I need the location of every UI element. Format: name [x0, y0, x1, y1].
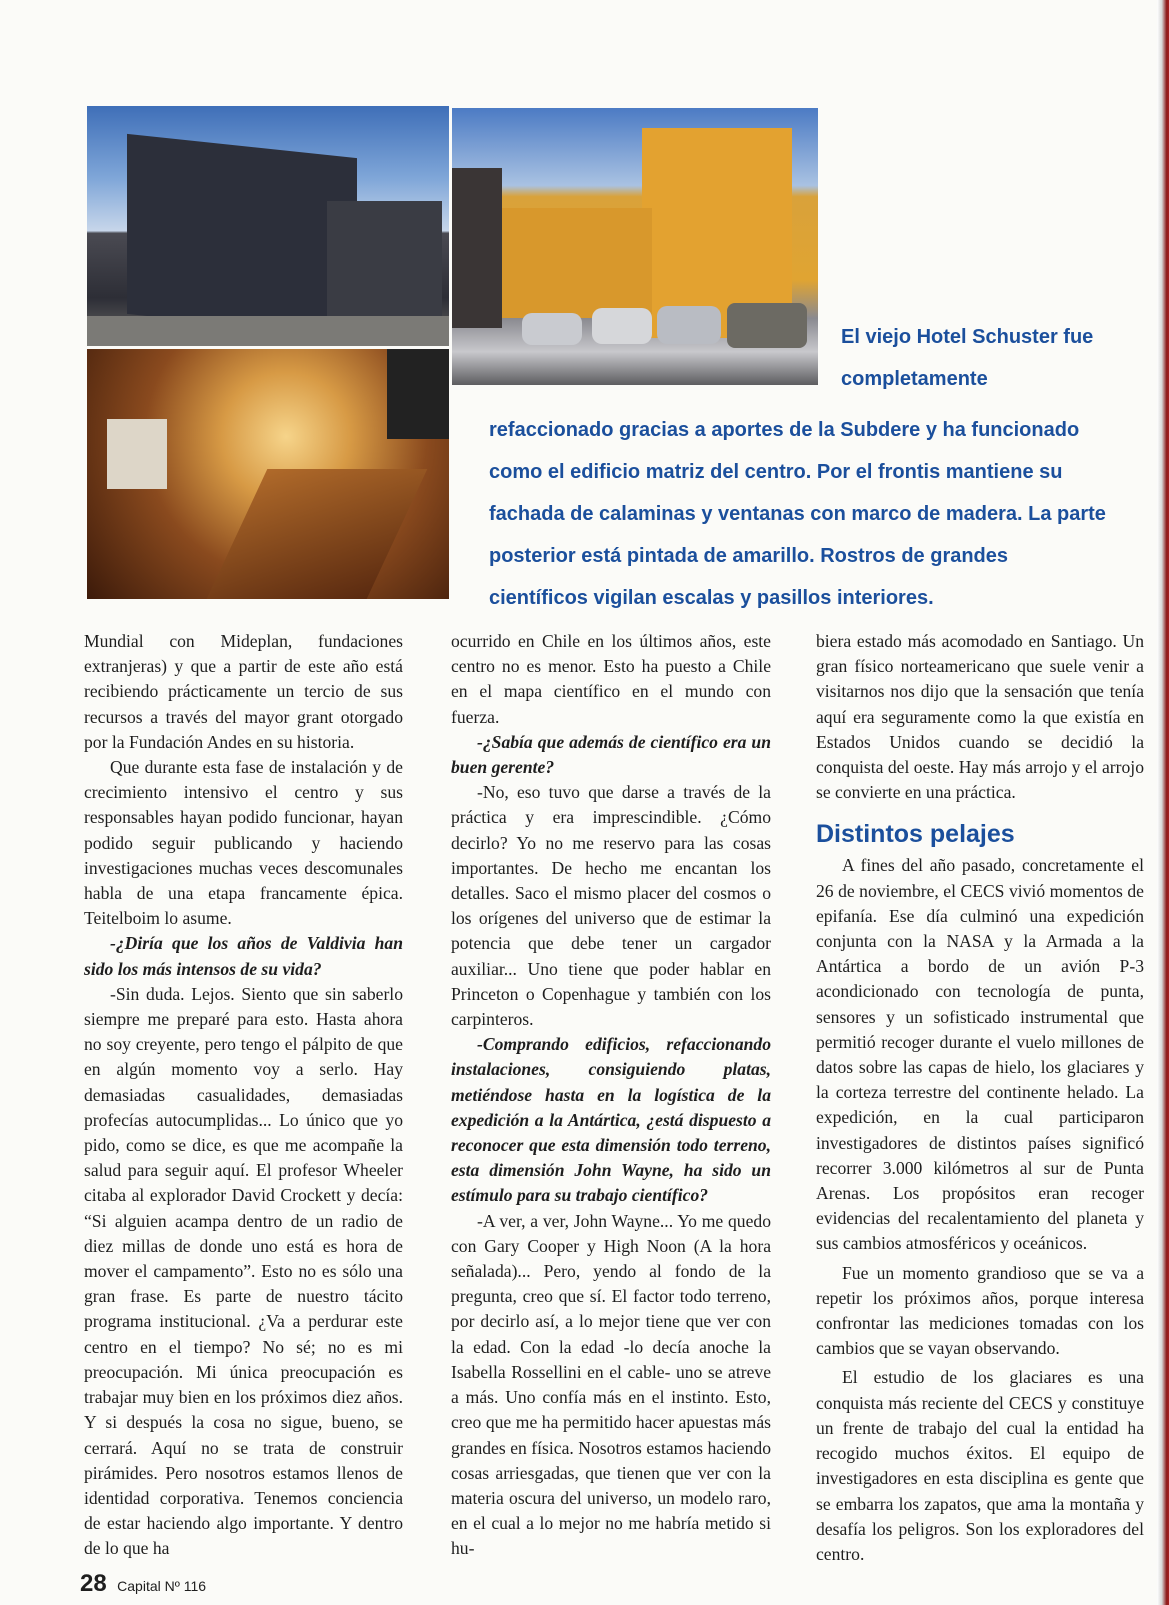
- photo-hotel-facade: [87, 106, 449, 346]
- photo-caption-line-1: El viejo Hotel Schuster fue: [841, 326, 1094, 348]
- paragraph: -Sin duda. Lejos. Siento que sin saberlo siempre me preparé para esto. Hasta ahora no soy creyente, pero tengo el pálpito de que en algún momento voy a serlo. Hay demasiadas casualidades, demasiadas profecías autocumplidas... Lo único que yo pido, como se dice, es que me acompañe la salud para seguir aquí. El profesor Wheeler citaba al explorador David Crockett y decía: “Si alguien acampa dentro de un radio de diez millas de donde uno está es hora de mover el campamento”. Esto no es sólo una gran frase. Es parte de nuestro tácito programa institucional. ¿Va a perdurar este centro en el tiempo? No sé; no es mi preocupación. Mi única preocupación es trabajar muy bien en los próximos diez años. Y si después la cosa no sigue, bueno, se cerrará. Aquí no se trata de construir pirámides. Pero nosotros estamos llenos de identidad corporativa. Tenemos conciencia de estar haciendo algo importante. Y dentro de lo que ha: [84, 983, 403, 1559]
- paragraph: Mundial con Mideplan, fundaciones extranjeras) y que a partir de este año está recibiendo prácticamente un tercio de sus recursos a través del mayor grant otorgado por la Fundación Andes en su historia.: [84, 631, 403, 752]
- paragraph: ocurrido en Chile en los últimos años, este centro no es menor. Esto ha puesto a Chile en el mapa científico en el mundo con fuerza.: [451, 631, 771, 727]
- text-column-2: [451, 629, 771, 1562]
- interview-question: -¿Diría que los años de Valdivia han sido los más intensos de su vida?: [84, 933, 403, 979]
- magazine-issue: Capital Nº 116: [117, 1578, 207, 1594]
- paragraph: -No, eso tuvo que darse a través de la práctica y era imprescindible. ¿Cómo decirlo? Yo no me reservo para las cosas importantes. De hecho me encantan los detalles. Saco el mismo placer del cosmos o los orígenes del universo que de estimar la potencia que debe tener un cargador auxiliar... Uno tiene que poder hablar en Princeton o Copenhague y también con los carpinteros.: [451, 782, 771, 1030]
- paragraph: -A ver, a ver, John Wayne... Yo me quedo con Gary Cooper y High Noon (A la hora señalada)... Pero, yendo al fondo de la pregunta, creo que sí. El factor todo terreno, por decirlo así, a lo mejor tiene que ver con la edad. Con la edad -lo decía anoche la Isabella Rossellini en el cable- uno se atreve a más. Uno confía más en el instinto. Esto, creo que me ha permitido hacer apuestas más grandes en física. Nosotros estamos haciendo cosas arriesgadas, que tienen que ver con la materia oscura del universo, un modelo raro, en el cual a lo mejor no me habría metido si hu-: [451, 1210, 771, 1559]
- photo-hotel-rear-yellow: [452, 108, 818, 385]
- photo-caption-line-2: completamente: [841, 368, 988, 390]
- page-footer: [80, 1570, 206, 1598]
- section-heading: Distintos pelajes: [816, 820, 1015, 849]
- paragraph: A fines del año pasado, concretamente el 26 de noviembre, el CECS vivió momentos de epifanía. Ese día culminó una expedición conjunta con la NASA y la Armada a la Antártica a bordo de un avión P-3 acondicionado con tecnología de punta, sensores y un sofisticado instrumental que permitió recoger durante el vuelo millones de datos sobre las capas de hielo, los glaciares y la corteza terrestre del continente helado. La expedición, en la cual participaron investigadores de distintos países significó recorrer 3.000 kilómetros al sur de Punta Arenas. Los propósitos eran recoger evidencias del recalentamiento del planeta y sus cambios atmosféricos y oceánicos.: [816, 855, 1144, 1254]
- paragraph: Fue un momento grandioso que se va a repetir los próximos años, porque interesa confrontar las mediciones tomadas con los cambios que se vayan observando.: [816, 1262, 1144, 1359]
- page-number: 28: [80, 1570, 107, 1597]
- page-edge: [1157, 0, 1169, 1605]
- paragraph: biera estado más acomodado en Santiago. Un gran físico norteamericano que suele venir a visitarnos nos dijo que la sensación que tenía aquí era seguramente como la que existía en Estados Unidos cuando se decidió la conquista del oeste. Hay más arrojo y el arrojo se convierte en una práctica.: [816, 631, 1144, 803]
- paragraph: Que durante esta fase de instalación y de crecimiento intensivo el centro y sus responsables hayan podido funcionar, hayan podido seguir publicando y haciendo investigaciones muchas veces descomunales habla de una etapa francamente épica. Teitelboim lo asume.: [84, 757, 403, 929]
- interview-question: -¿Sabía que además de científico era un buen gerente?: [451, 731, 771, 778]
- photo-caption-body: refaccionado gracias a aportes de la Subdere y ha funcionado como el edificio matriz del centro. Por el frontis mantiene su fachada de calaminas y ventanas con marco de madera. La parte posterior está pintada de amarillo. Rostros de grandes científicos vigilan escalas y pasillos interiores.: [489, 419, 1106, 609]
- paragraph: El estudio de los glaciares es una conquista más reciente del CECS y constituye un frente de trabajo del cual la entidad ha recogido muchos éxitos. El equipo de investigadores en esta disciplina es gente que se embarra los zapatos, que ama la montaña y desafía los peligros. Son los exploradores del centro.: [816, 1367, 1144, 1564]
- text-column-3: [816, 629, 1144, 1567]
- interview-question: -Comprando edificios, refaccionando instalaciones, consiguiendo platas, metiéndose hasta en la logística de la expedición a la Antártica, ¿está dispuesto a reconocer que esta dimensión todo terreno, esta dimensión John Wayne, ha sido un estímulo para su trabajo científico?: [451, 1034, 771, 1206]
- text-column-1: [84, 629, 403, 1562]
- photo-interior-staircase: [87, 349, 449, 599]
